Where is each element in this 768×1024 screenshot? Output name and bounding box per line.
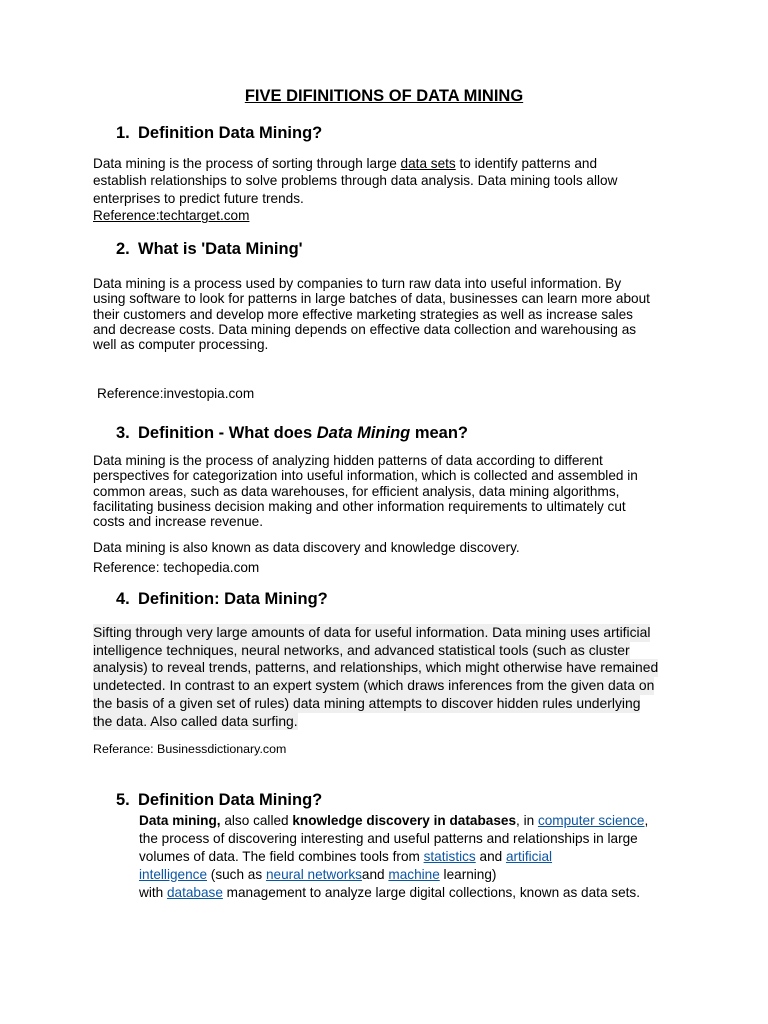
section-4-line: Sifting through very large amounts of data for useful information. Data mining uses artificial [93,624,651,640]
section-5-line: volumes of data. The field combines tools from statistics and artificial [139,848,553,864]
section-2-line: using software to look for patterns in large batches of data, businesses can learn more about [93,291,650,307]
section-1-line: enterprises to predict future trends. [93,190,304,206]
section-3-line: facilitating business decision making and other information requirements to ultimately cut [93,498,626,514]
section-3-line: costs and increase revenue. [93,514,264,530]
section-4-heading [116,590,328,609]
section-1-heading [116,124,322,143]
section-2-number: 2. [116,240,130,258]
section-1-heading-text: Definition Data Mining? [138,124,323,142]
section-5-line: the process of discovering interesting and useful patterns and relationships in large [139,830,638,846]
section-1-line: establish relationships to solve problems through data analysis. Data mining tools allow [93,173,618,189]
database-link[interactable]: database [166,884,223,900]
section-4-heading-text: Definition: Data Mining? [138,590,328,608]
section-4-line: analysis) to reveal trends, patterns, and relationships, which might otherwise have remained [93,659,659,676]
section-5-line: with database management to analyze large digital collections, known as data sets. [139,884,641,900]
computer-science-link[interactable]: computer science [537,813,645,828]
section-1-reference: Reference:techtarget.com [93,208,250,224]
section-4-line: intelligence techniques, neural networks, and advanced statistical tools (such as cluster [93,641,630,658]
artificial-intelligence-link[interactable]: artificial [505,848,553,864]
artificial-intelligence-link[interactable]: intelligence [139,866,208,882]
section-3-heading: 3. Definition - What does Data Mining mean? [116,424,469,442]
section-2-line: and decrease costs. Data mining depends on effective data collection and warehousing as [93,321,637,337]
section-3-body [93,453,638,529]
section-3-line: Data mining is the process of analyzing hidden patterns of data according to different [93,453,603,468]
data-sets-link[interactable]: data sets [400,156,456,171]
page-title: FIVE DIFINITIONS OF DATA MINING [244,87,524,105]
section-4-body [93,624,658,730]
section-3-number: 3. [116,424,130,442]
section-5-line: intelligence (such as neural networksand machine learning) [139,866,497,882]
section-4-line: undetected. In contrast to an expert system (which draws inferences from the given data on [93,677,655,694]
section-3-line: common areas, such as data warehouses, for efficient analysis, data mining algorithms, [93,483,620,499]
section-2-line: well as computer processing. [93,337,269,353]
section-4-line: the basis of a given set of rules) data mining attempts to discover hidden rules underlying [93,694,641,711]
section-2-heading-text: What is 'Data Mining' [138,240,303,258]
section-2-line: Data mining is a process used by companies to turn raw data into useful information. By [93,276,622,291]
section-5-line: Data mining, also called knowledge discovery in databases, in computer science, [139,813,649,828]
section-5-heading-text: Definition Data Mining? [138,791,323,809]
neural-networks-link[interactable]: neural networks [265,866,362,882]
section-1-line: Data mining is the process of sorting through large data sets to identify patterns and [93,156,598,171]
section-5-heading [116,791,322,810]
section-1-number: 1. [116,124,130,142]
section-1-body [93,155,617,225]
section-5-body [139,812,648,902]
section-2-heading [116,240,303,259]
section-2-body [93,276,650,352]
section-3-reference: Reference: techopedia.com [93,560,260,575]
section-4-reference: Referance: Businessdictionary.com [93,742,287,756]
section-2-reference: Reference:investopia.com [97,386,255,401]
section-3-also: Data mining is also known as data discovery and knowledge discovery. [93,540,520,555]
section-5-number: 5. [116,791,130,809]
section-3-line: perspectives for categorization into useful information, which is collected and assembled in [93,468,638,484]
section-2-line: their customers and develop more effective marketing strategies as well as increase sales [93,306,633,322]
statistics-link[interactable]: statistics [423,848,476,864]
section-4-number: 4. [116,590,130,608]
section-4-line: the data. Also called data surfing. [93,712,298,729]
section-3-heading-emphasis: Data Mining [316,424,411,442]
machine-learning-link[interactable]: machine [388,866,440,882]
